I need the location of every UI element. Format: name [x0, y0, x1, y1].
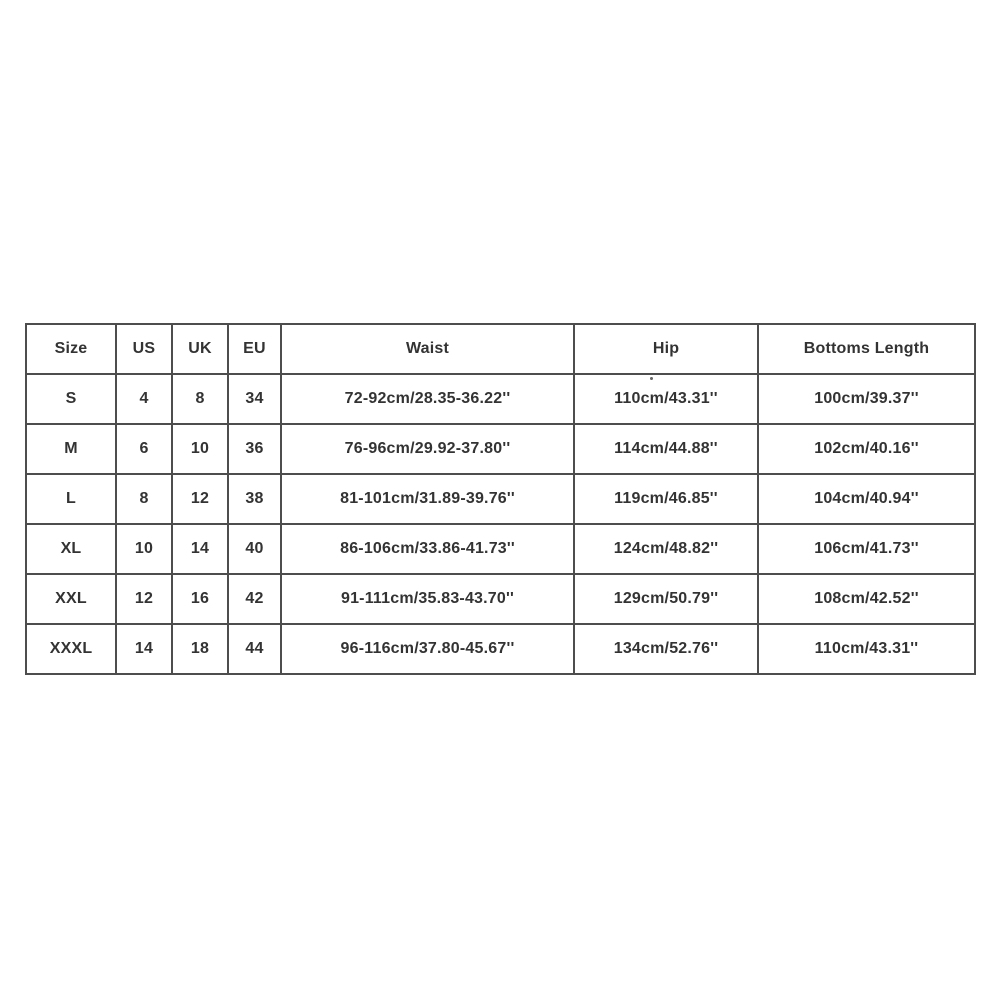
table-cell: 36 [228, 424, 281, 474]
column-header-waist: Waist [281, 324, 574, 374]
table-cell: XXXL [26, 624, 116, 674]
table-cell: 91-111cm/35.83-43.70'' [281, 574, 574, 624]
table-cell: L [26, 474, 116, 524]
table-cell: 44 [228, 624, 281, 674]
table-cell: 10 [116, 524, 172, 574]
table-cell: M [26, 424, 116, 474]
table-cell: 110cm/43.31'' [758, 624, 975, 674]
table-cell: 86-106cm/33.86-41.73'' [281, 524, 574, 574]
table-cell: 124cm/48.82'' [574, 524, 758, 574]
table-cell: 38 [228, 474, 281, 524]
table-row-xl [26, 524, 975, 574]
table-cell: 34 [228, 374, 281, 424]
table-cell: 18 [172, 624, 228, 674]
table-cell: 76-96cm/29.92-37.80'' [281, 424, 574, 474]
column-header-hip: Hip [574, 324, 758, 374]
table-cell: 96-116cm/37.80-45.67'' [281, 624, 574, 674]
table-cell: 4 [116, 374, 172, 424]
table-cell: 106cm/41.73'' [758, 524, 975, 574]
table-cell: 14 [172, 524, 228, 574]
column-header-us: US [116, 324, 172, 374]
table-cell: 110cm/43.31'' [574, 374, 758, 424]
column-header-bottoms-length: Bottoms Length [758, 324, 975, 374]
table-body [26, 374, 975, 674]
table-row-s [26, 374, 975, 424]
table-cell: 40 [228, 524, 281, 574]
table-cell: XXL [26, 574, 116, 624]
table-cell: 104cm/40.94'' [758, 474, 975, 524]
header-row [26, 324, 975, 374]
size-chart-table [25, 323, 976, 675]
table-cell: 8 [116, 474, 172, 524]
table-cell: 16 [172, 574, 228, 624]
table-cell: 10 [172, 424, 228, 474]
table-cell: 108cm/42.52'' [758, 574, 975, 624]
table-cell: 72-92cm/28.35-36.22'' [281, 374, 574, 424]
table-cell: 100cm/39.37'' [758, 374, 975, 424]
table-row-xxl [26, 574, 975, 624]
column-header-uk: UK [172, 324, 228, 374]
table-cell: 12 [172, 474, 228, 524]
table-cell: XL [26, 524, 116, 574]
table-cell: 134cm/52.76'' [574, 624, 758, 674]
column-header-size: Size [26, 324, 116, 374]
table-cell: 42 [228, 574, 281, 624]
table-row-l [26, 474, 975, 524]
table-cell: 114cm/44.88'' [574, 424, 758, 474]
table-cell: 119cm/46.85'' [574, 474, 758, 524]
table-row-m [26, 424, 975, 474]
table-cell: 6 [116, 424, 172, 474]
table-row-xxxl [26, 624, 975, 674]
table-cell: 14 [116, 624, 172, 674]
table-cell: S [26, 374, 116, 424]
table-cell: 12 [116, 574, 172, 624]
table-cell: 129cm/50.79'' [574, 574, 758, 624]
speck-artifact [650, 377, 653, 380]
table-cell: 8 [172, 374, 228, 424]
column-header-eu: EU [228, 324, 281, 374]
table-cell: 102cm/40.16'' [758, 424, 975, 474]
table-cell: 81-101cm/31.89-39.76'' [281, 474, 574, 524]
